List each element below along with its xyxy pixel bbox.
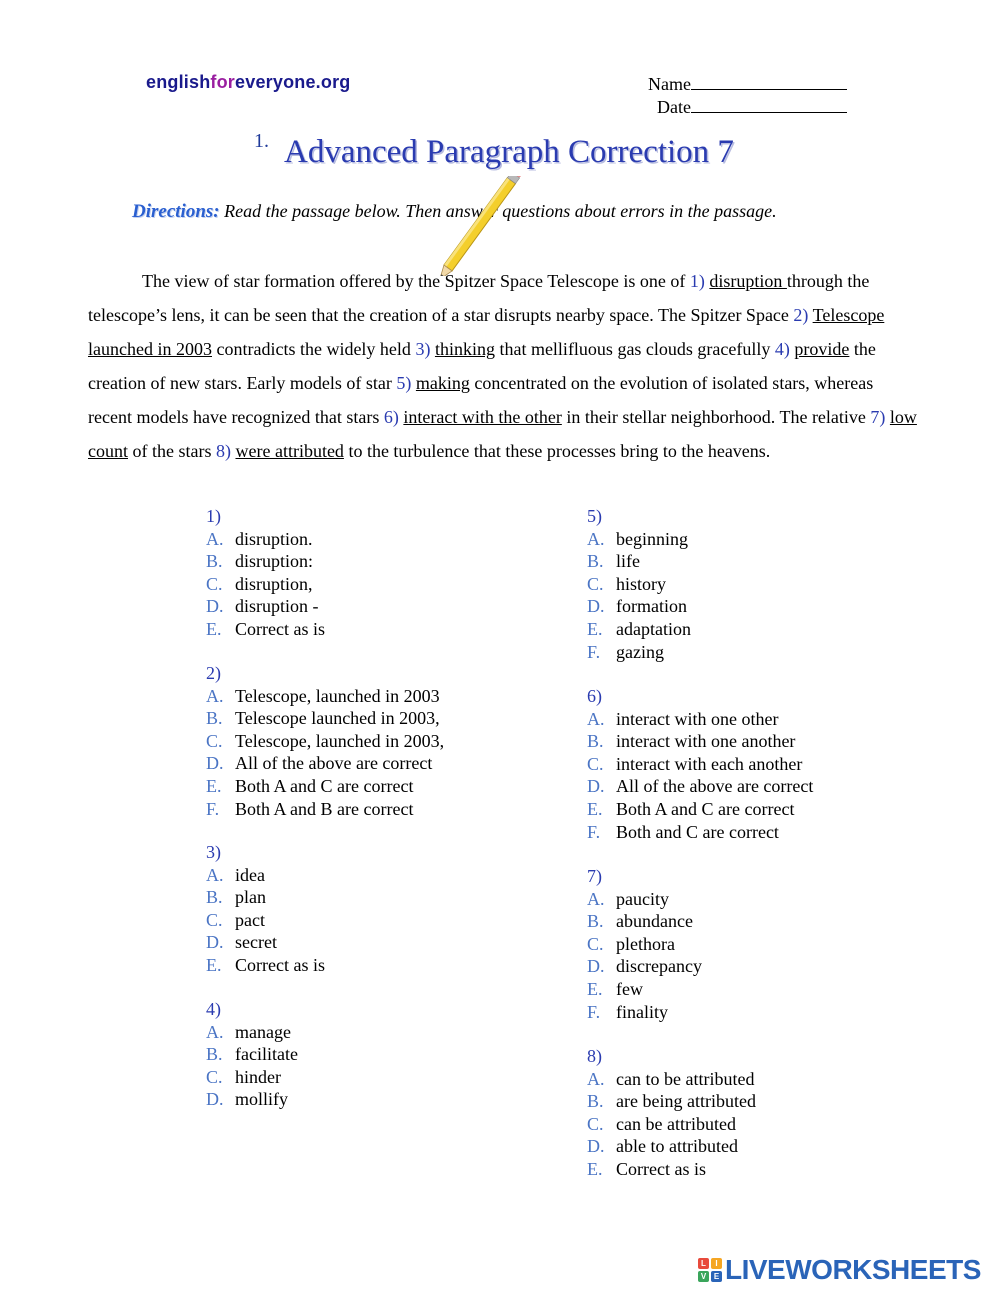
blank-number-1: 1)	[689, 271, 705, 291]
option-letter: E.	[587, 978, 603, 999]
passage	[88, 264, 918, 468]
option-text: Both and C are correct	[616, 821, 779, 842]
question-number: 2)	[206, 663, 221, 683]
option-letter: B.	[206, 551, 223, 572]
answer-option[interactable]	[587, 821, 813, 844]
answer-option[interactable]	[587, 1068, 756, 1091]
passage-text: to the turbulence that these processes bring to the heavens.	[343, 441, 771, 461]
option-text: disruption -	[235, 596, 319, 617]
option-letter: C.	[587, 573, 604, 594]
date-blank[interactable]	[691, 97, 847, 113]
pencil-icon	[438, 176, 548, 276]
name-blank[interactable]	[691, 74, 847, 90]
option-letter: A.	[587, 888, 605, 909]
option-letter: D.	[206, 596, 224, 617]
answer-option[interactable]	[206, 550, 325, 573]
option-letter: C.	[587, 933, 604, 954]
answer-option[interactable]	[587, 641, 691, 664]
option-letter: A.	[587, 528, 605, 549]
question-number: 7)	[587, 866, 602, 886]
logo-part-everyone: everyone.org	[235, 72, 351, 92]
answer-option[interactable]	[206, 775, 444, 798]
worksheet-number: 1.	[254, 130, 269, 152]
logo-part-for: for	[210, 72, 236, 92]
option-letter: D.	[587, 1136, 605, 1157]
option-text: beginning	[616, 528, 688, 549]
option-text: life	[616, 551, 640, 572]
question-5	[587, 505, 691, 663]
icon-tile: E	[711, 1271, 722, 1282]
option-letter: A.	[206, 685, 224, 706]
answer-option[interactable]	[206, 798, 444, 821]
option-text: Correct as is	[616, 1158, 706, 1179]
option-letter: E.	[206, 618, 222, 639]
question-number: 5)	[587, 506, 602, 526]
option-text: plan	[235, 887, 266, 908]
option-text: interact with one other	[616, 708, 779, 729]
answer-option[interactable]	[206, 707, 444, 730]
option-letter: B.	[587, 731, 604, 752]
option-text: disruption,	[235, 573, 313, 594]
answer-option[interactable]	[206, 886, 325, 909]
option-text: can be attributed	[616, 1113, 736, 1134]
option-text: gazing	[616, 641, 664, 662]
option-text: idea	[235, 864, 265, 885]
option-text: adaptation	[616, 618, 691, 639]
option-text: are being attributed	[616, 1091, 756, 1112]
answer-option[interactable]	[206, 573, 325, 596]
option-letter: A.	[206, 1021, 224, 1042]
answer-option[interactable]	[587, 1158, 756, 1181]
question-7	[587, 865, 702, 1023]
underlined-4: provide	[794, 339, 850, 359]
question-2	[206, 662, 444, 820]
option-text: able to attributed	[616, 1136, 738, 1157]
answer-option[interactable]	[587, 888, 702, 911]
option-text: Correct as is	[235, 618, 325, 639]
answer-option[interactable]	[587, 955, 702, 978]
question-3	[206, 841, 325, 977]
answer-option[interactable]	[206, 909, 325, 932]
option-letter: B.	[587, 1091, 604, 1112]
option-text: formation	[616, 596, 687, 617]
option-letter: C.	[587, 753, 604, 774]
option-text: interact with one another	[616, 731, 796, 752]
directions-text: Read the passage below. Then answer questions about errors in the passage.	[224, 201, 777, 221]
option-text: Correct as is	[235, 954, 325, 975]
answer-option[interactable]	[587, 595, 691, 618]
option-text: Telescope, launched in 2003,	[235, 730, 445, 751]
liveworksheets-icon	[698, 1258, 722, 1282]
option-text: mollify	[235, 1089, 288, 1110]
page-title: Advanced Paragraph Correction 7	[284, 134, 734, 170]
date-label: Date	[657, 97, 691, 117]
option-text: secret	[235, 932, 277, 953]
answer-option[interactable]	[587, 910, 702, 933]
question-number: 6)	[587, 686, 602, 706]
question-4	[206, 998, 298, 1111]
answer-option[interactable]	[587, 550, 691, 573]
option-letter: B.	[206, 1044, 223, 1065]
option-letter: E.	[206, 954, 222, 975]
underlined-6: interact with the other	[403, 407, 562, 427]
option-letter: A.	[587, 708, 605, 729]
option-text: abundance	[616, 911, 693, 932]
option-text: Both A and B are correct	[235, 798, 414, 819]
option-letter: C.	[587, 1113, 604, 1134]
answer-option[interactable]	[206, 1043, 298, 1066]
blank-number-7: 7)	[870, 407, 886, 427]
answer-option[interactable]	[206, 1021, 298, 1044]
option-letter: F.	[206, 798, 220, 819]
underlined-8: were attributed	[235, 441, 344, 461]
option-text: All of the above are correct	[235, 753, 433, 774]
option-letter: D.	[206, 932, 224, 953]
option-letter: D.	[587, 776, 605, 797]
answer-option[interactable]	[206, 1066, 298, 1089]
option-letter: E.	[587, 798, 603, 819]
question-number: 4)	[206, 999, 221, 1019]
option-letter: B.	[206, 887, 223, 908]
question-1	[206, 505, 325, 641]
option-letter: D.	[206, 1089, 224, 1110]
option-text: history	[616, 573, 667, 594]
underlined-7: low count	[88, 407, 917, 461]
directions-label: Directions:	[132, 201, 220, 222]
option-text: Both A and C are correct	[235, 775, 414, 796]
passage-text: that mellifluous gas clouds gracefully	[494, 339, 775, 359]
option-letter: A.	[206, 864, 224, 885]
answer-option[interactable]	[587, 573, 691, 596]
option-letter: B.	[587, 551, 604, 572]
answer-option[interactable]	[587, 1135, 756, 1158]
option-letter: E.	[206, 775, 222, 796]
site-logo	[146, 72, 350, 93]
passage-text: through the telescope’s lens, it can be seen that the creation of a star disrupts nearby space. The Spitzer Space	[88, 271, 870, 325]
option-letter: D.	[206, 753, 224, 774]
name-line	[648, 74, 847, 95]
blank-number-5: 5)	[396, 373, 412, 393]
option-letter: D.	[587, 596, 605, 617]
answer-option[interactable]	[206, 730, 444, 753]
answer-option[interactable]	[587, 708, 813, 731]
option-text: Telescope, launched in 2003	[235, 685, 440, 706]
blank-number-2: 2)	[793, 305, 809, 325]
option-text: Both A and C are correct	[616, 798, 795, 819]
option-text: discrepancy	[616, 956, 702, 977]
answer-option[interactable]	[206, 528, 325, 551]
option-text: All of the above are correct	[616, 776, 814, 797]
option-letter: C.	[206, 1066, 223, 1087]
option-letter: A.	[587, 1068, 605, 1089]
passage-text: contradicts the widely held	[211, 339, 416, 359]
blank-number-3: 3)	[415, 339, 431, 359]
date-line	[657, 97, 847, 118]
underlined-3: thinking	[434, 339, 495, 359]
option-letter: A.	[206, 528, 224, 549]
option-letter: B.	[206, 708, 223, 729]
passage-text: The view of star formation offered by the Spitzer Space Telescope is one of	[142, 271, 690, 291]
blank-number-6: 6)	[383, 407, 399, 427]
icon-tile: I	[711, 1258, 722, 1269]
answer-option[interactable]	[206, 931, 325, 954]
option-letter: C.	[206, 573, 223, 594]
option-letter: C.	[206, 730, 223, 751]
liveworksheets-footer	[698, 1254, 981, 1286]
answer-option[interactable]	[587, 775, 813, 798]
answer-option[interactable]	[587, 933, 702, 956]
passage-text: of the stars	[128, 441, 216, 461]
option-text: interact with each another	[616, 753, 803, 774]
answer-option[interactable]	[587, 978, 702, 1001]
blank-number-8: 8)	[215, 441, 231, 461]
option-letter: F.	[587, 821, 601, 842]
question-8	[587, 1045, 756, 1181]
option-text: few	[616, 978, 643, 999]
question-number: 1)	[206, 506, 221, 526]
option-letter: F.	[587, 1001, 601, 1022]
answer-option[interactable]	[206, 595, 325, 618]
underlined-5: making	[415, 373, 470, 393]
icon-tile: L	[698, 1258, 709, 1269]
option-text: plethora	[616, 933, 675, 954]
question-6	[587, 685, 813, 843]
option-text: manage	[235, 1021, 291, 1042]
passage-text: in their stellar neighborhood. The relative	[561, 407, 871, 427]
option-text: disruption:	[235, 551, 314, 572]
liveworksheets-brand: LIVEWORKSHEETS	[725, 1254, 981, 1285]
option-text: facilitate	[235, 1044, 298, 1065]
logo-part-english: english	[146, 72, 211, 92]
answer-option[interactable]	[587, 730, 813, 753]
option-text: can to be attributed	[616, 1068, 755, 1089]
name-label: Name	[648, 74, 691, 94]
answer-option[interactable]	[587, 1090, 756, 1113]
option-letter: F.	[587, 641, 601, 662]
answer-option[interactable]	[587, 528, 691, 551]
answer-option[interactable]	[587, 618, 691, 641]
underlined-1: disruption	[709, 271, 787, 291]
option-letter: D.	[587, 956, 605, 977]
underlined-2: Telescope launched in 2003	[88, 305, 885, 359]
answer-option[interactable]	[206, 752, 444, 775]
answer-option[interactable]	[206, 618, 325, 641]
option-letter: E.	[587, 1158, 603, 1179]
answer-option[interactable]	[587, 798, 813, 821]
blank-number-4: 4)	[774, 339, 790, 359]
answer-option[interactable]	[587, 1001, 702, 1024]
passage-text: the creation of new stars. Early models of star	[88, 339, 876, 393]
option-text: finality	[616, 1001, 668, 1022]
answer-option[interactable]	[206, 1088, 298, 1111]
answer-option[interactable]	[206, 685, 444, 708]
icon-tile: V	[698, 1271, 709, 1282]
question-number: 8)	[587, 1046, 602, 1066]
option-letter: C.	[206, 909, 223, 930]
question-number: 3)	[206, 842, 221, 862]
answer-option[interactable]	[206, 954, 325, 977]
answer-option[interactable]	[587, 1113, 756, 1136]
option-text: Telescope launched in 2003,	[235, 708, 440, 729]
option-text: paucity	[616, 888, 669, 909]
option-text: disruption.	[235, 528, 313, 549]
option-text: hinder	[235, 1066, 281, 1087]
answer-option[interactable]	[587, 753, 813, 776]
option-text: pact	[235, 909, 265, 930]
option-letter: B.	[587, 911, 604, 932]
passage-text: concentrated on the evolution of isolated stars, whereas recent models have recognized that stars	[88, 373, 874, 427]
option-letter: E.	[587, 618, 603, 639]
answer-option[interactable]	[206, 864, 325, 887]
